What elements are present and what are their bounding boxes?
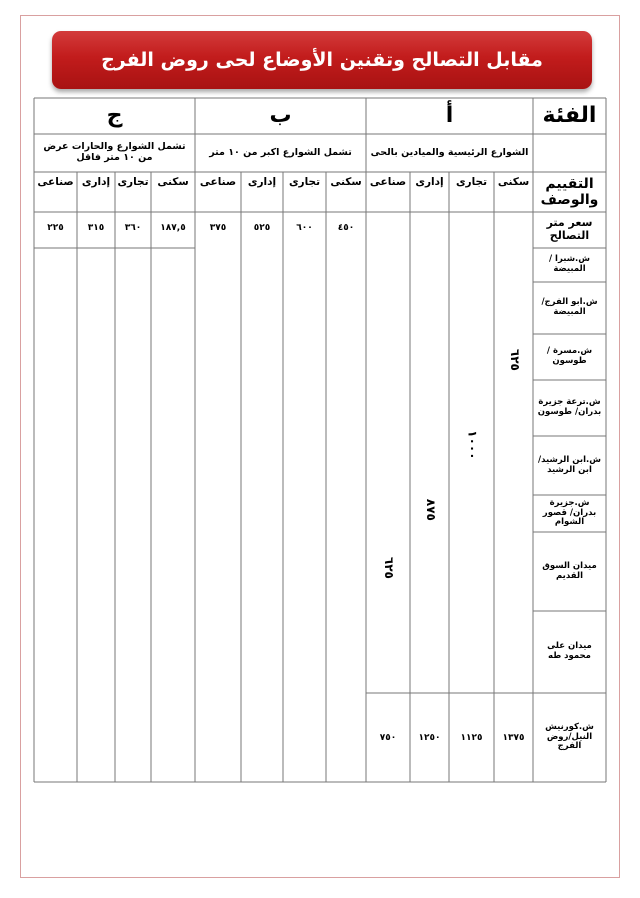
corniche-price-commercial: ١١٢٥ [460, 732, 483, 743]
street-row-label: ش.ترعة جزيرة بدران/ طوسون [537, 397, 602, 417]
price-b-residential: ٤٥٠ [337, 222, 355, 233]
corniche-price-residential: ١٣٧٥ [502, 732, 525, 743]
street-row-label: ميدان على محمود طه [547, 641, 592, 661]
price-b-administrative: ٥٢٥ [253, 222, 271, 233]
price-c-commercial: ٣٦٠ [124, 222, 142, 233]
price-a-industrial: ٦٢٥ [381, 557, 396, 579]
price-c-industrial: ٢٢٥ [47, 222, 64, 233]
corniche-price-industrial: ٧٥٠ [379, 732, 397, 743]
price-c-residential: ١٨٧,٥ [160, 222, 186, 233]
usage-residential-a: سكنى [497, 175, 530, 188]
street-row-label: ش.جزيرة بدران/ قصور الشوام [542, 497, 597, 528]
category-a-description: الشوارع الرئيسية والميادين بالحى [370, 146, 529, 158]
page-title: مقابل التصالح وتقنين الأوضاع لحى روض الفرج [52, 31, 592, 89]
category-a: أ [445, 103, 454, 129]
category-c-description: تشمل الشوارع والحارات عرض من ١٠ متر فاقل [43, 141, 186, 163]
evaluation-label: التقييم والوصف [540, 175, 599, 208]
usage-administrative-a: إدارى [415, 175, 444, 188]
category-b-description: تشمل الشوارع اكبر من ١٠ متر [209, 146, 352, 158]
street-row-label: ش.شبرا / المبيضة [548, 254, 591, 274]
usage-industrial-b: صناعى [199, 175, 237, 188]
category-b: ب [269, 103, 292, 129]
street-row-label: ش.ابو الفرج/ المبيضة [541, 297, 598, 317]
category-header-label: الفئة [542, 103, 597, 129]
usage-administrative-b: إدارى [247, 175, 277, 188]
street-row-label: ش.ابن الرشيد/ ابن الرشيد [538, 454, 601, 475]
price-b-commercial: ٦٠٠ [296, 222, 313, 233]
usage-residential-c: سكنى [157, 175, 189, 188]
price-row-label: سعر متر التصالح [546, 216, 593, 242]
price-b-industrial: ٣٧٥ [209, 222, 227, 233]
usage-commercial-c: تجارى [117, 175, 149, 188]
price-a-residential: ٦٢٥ [507, 349, 522, 371]
street-row-label: ميدان السوق القديم [542, 560, 597, 581]
price-a-commercial: ١٠٠٠ [465, 430, 480, 460]
usage-commercial-a: تجارى [455, 175, 488, 188]
street-row-label: ش.مسرة /طوسون [546, 346, 593, 366]
usage-industrial-a: صناعى [369, 175, 407, 188]
usage-industrial-c: صناعى [37, 175, 74, 188]
corniche-price-administrative: ١٢٥٠ [418, 732, 441, 743]
price-c-administrative: ٣١٥ [87, 222, 105, 233]
street-row-label: ش.كورنيش النيل/روض الفرج [545, 721, 594, 752]
price-a-administrative: ٨٧٥ [423, 499, 438, 521]
usage-administrative-c: إدارى [81, 175, 111, 188]
usage-residential-b: سكنى [330, 175, 362, 188]
usage-commercial-b: تجارى [288, 175, 321, 188]
category-c: ج [106, 103, 123, 129]
